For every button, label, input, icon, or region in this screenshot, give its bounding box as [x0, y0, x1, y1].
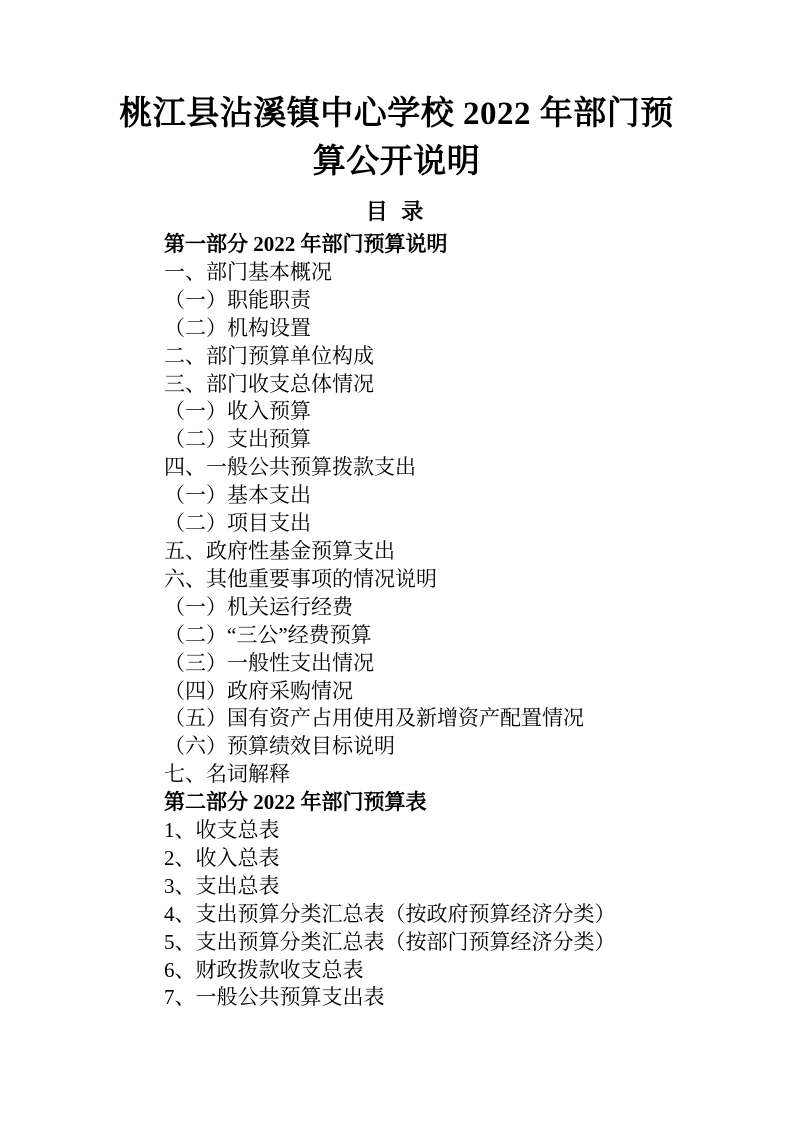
toc-item: 5、支出预算分类汇总表（按部门预算经济分类）	[164, 929, 616, 954]
toc-item: 三、部门收支总体情况	[164, 371, 374, 396]
toc-item: （六）预算绩效目标说明	[164, 734, 395, 759]
toc-section-heading-2: 第二部分 2022 年部门预算表	[164, 790, 427, 815]
toc-item: 4、支出预算分类汇总表（按政府预算经济分类）	[164, 901, 616, 926]
toc-item: 七、名词解释	[164, 762, 290, 787]
toc-item: 二、部门预算单位构成	[164, 343, 374, 368]
toc-item: 3、支出总表	[164, 873, 280, 898]
toc-item: 五、政府性基金预算支出	[164, 538, 395, 563]
toc-item: （二）“三公”经费预算	[164, 622, 372, 647]
toc-item: （五）国有资产占用使用及新增资产配置情况	[164, 706, 584, 731]
toc-item: （一）职能职责	[164, 287, 311, 312]
toc-item: 六、其他重要事项的情况说明	[164, 566, 437, 591]
toc-item: （一）收入预算	[164, 399, 311, 424]
document-title	[0, 0, 793, 186]
document-title-line-1: 桃江县沾溪镇中心学校 2022 年部门预	[119, 96, 674, 132]
toc-item: （一）基本支出	[164, 483, 311, 508]
toc-heading: 目 录	[365, 199, 428, 224]
toc-item: （三）一般性支出情况	[164, 650, 374, 675]
toc-item: 2、收入总表	[164, 845, 280, 870]
toc-item: （一）机关运行经费	[164, 594, 353, 619]
toc-item: （四）政府采购情况	[164, 678, 353, 703]
toc-item: 一、部门基本概况	[164, 259, 332, 284]
toc-item: 7、一般公共预算支出表	[164, 985, 385, 1010]
toc-item: （二）项目支出	[164, 511, 311, 536]
document-title-line-2: 算公开说明	[312, 144, 481, 180]
toc-item: 6、财政拨款收支总表	[164, 957, 364, 982]
table-of-contents	[0, 231, 793, 1012]
toc-item: 四、一般公共预算拨款支出	[164, 455, 416, 480]
toc-section-heading-1: 第一部分 2022 年部门预算说明	[164, 232, 448, 256]
toc-item: （二）支出预算	[164, 427, 311, 452]
toc-item: （二）机构设置	[164, 315, 311, 340]
toc-item: 1、收支总表	[164, 818, 280, 843]
